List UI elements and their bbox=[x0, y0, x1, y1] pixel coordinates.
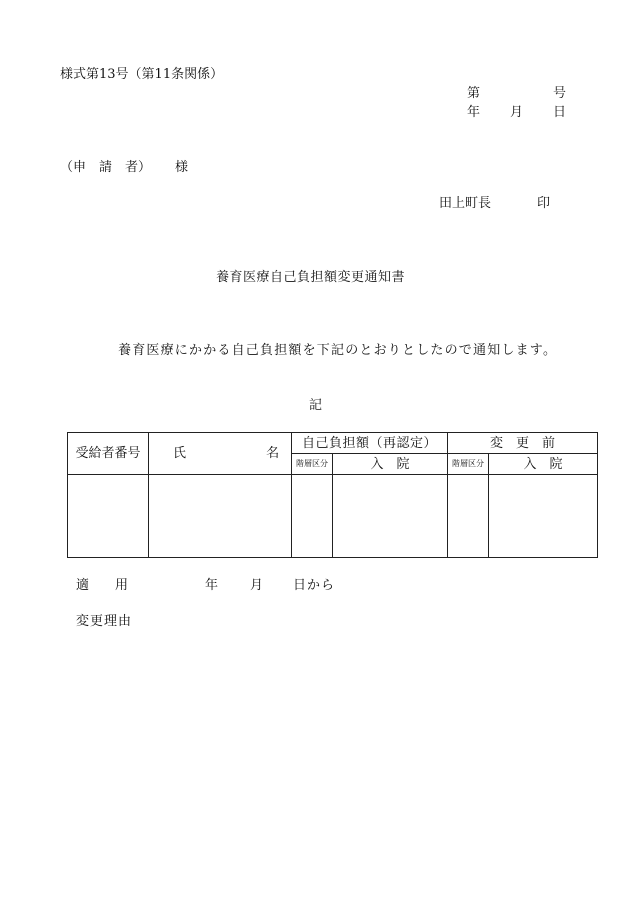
before-inpatient-label: 入 院 bbox=[523, 456, 563, 472]
self-pay-tier-cell[interactable] bbox=[292, 475, 333, 558]
before-change-group-label: 変 更 前 bbox=[490, 435, 556, 451]
self-pay-tier-header bbox=[292, 454, 333, 475]
self-pay-table bbox=[67, 432, 598, 558]
recipient-number-cell[interactable] bbox=[68, 475, 149, 558]
applicant-label: （申 請 者） bbox=[60, 160, 152, 175]
before-change-group-header bbox=[448, 433, 598, 454]
name-header-second: 名 bbox=[266, 446, 280, 461]
before-tier-label: 階層区分 bbox=[452, 459, 485, 468]
ki-marker: 記 bbox=[309, 398, 323, 413]
apply-year-label: 年 bbox=[205, 578, 219, 593]
honorific-label: 様 bbox=[175, 160, 189, 175]
self-pay-tier-label: 階層区分 bbox=[296, 459, 328, 468]
document-number-suffix: 号 bbox=[553, 86, 567, 101]
apply-label: 適 用 bbox=[76, 578, 129, 593]
change-reason-label: 変更理由 bbox=[76, 614, 133, 629]
self-pay-group-header bbox=[292, 433, 448, 454]
issuer-seal: 印 bbox=[537, 196, 551, 211]
form-identifier: 様式第13号（第11条関係） bbox=[60, 67, 224, 82]
issuer-name: 田上町長 bbox=[439, 196, 492, 211]
date-month-label: 月 bbox=[510, 105, 524, 120]
name-header bbox=[149, 433, 292, 475]
recipient-number-label: 受給者番号 bbox=[75, 446, 141, 461]
self-pay-group-label: 自己負担額（再認定） bbox=[302, 435, 438, 451]
self-pay-inpatient-header bbox=[333, 454, 448, 475]
date-day-label: 日 bbox=[553, 105, 567, 120]
notice-body-text: 養育医療にかかる自己負担額を下記のとおりとしたので通知します。 bbox=[118, 343, 558, 358]
before-inpatient-header bbox=[489, 454, 598, 475]
before-tier-cell[interactable] bbox=[448, 475, 489, 558]
apply-month-label: 月 bbox=[250, 578, 264, 593]
name-cell[interactable] bbox=[149, 475, 292, 558]
apply-day-from-label: 日から bbox=[293, 578, 336, 593]
self-pay-inpatient-label: 入 院 bbox=[370, 456, 410, 472]
date-year-label: 年 bbox=[467, 105, 481, 120]
self-pay-inpatient-cell[interactable] bbox=[333, 475, 448, 558]
document-number-prefix: 第 bbox=[467, 86, 481, 101]
name-header-first: 氏 bbox=[173, 446, 187, 461]
document-title: 養育医療自己負担額変更通知書 bbox=[216, 270, 406, 285]
before-inpatient-cell[interactable] bbox=[489, 475, 598, 558]
recipient-number-header bbox=[68, 433, 149, 475]
before-tier-header bbox=[448, 454, 489, 475]
